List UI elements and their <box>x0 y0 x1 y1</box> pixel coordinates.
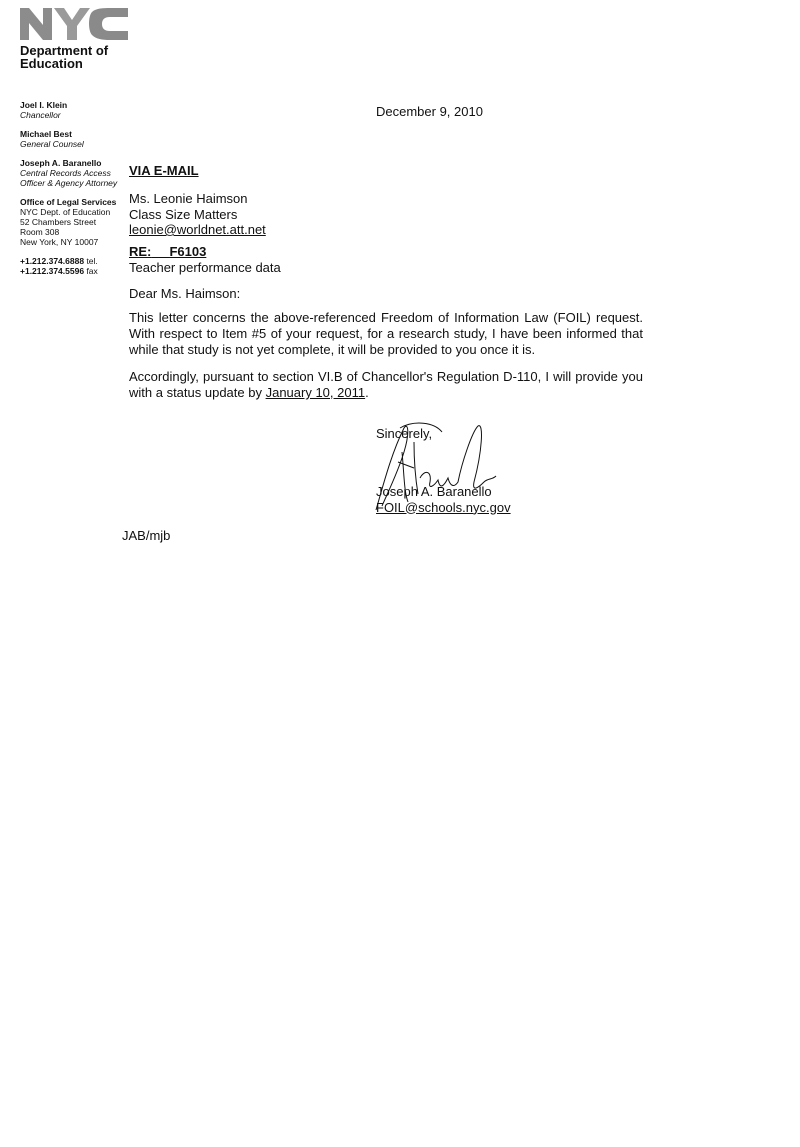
phone-label: tel. <box>86 256 98 266</box>
letter-date: December 9, 2010 <box>376 104 483 119</box>
office-line: Room 308 <box>20 227 60 237</box>
fax-number: +1.212.374.5596 <box>20 266 85 276</box>
re-block <box>129 244 281 275</box>
person-title: Officer & Agency Attorney <box>20 178 118 188</box>
recipient-block <box>129 191 266 238</box>
signer-email-link[interactable]: FOIL@schools.nyc.gov <box>376 499 511 515</box>
paragraph <box>129 369 643 401</box>
signer-name: Joseph A. Baranello <box>376 484 492 499</box>
fax-label: fax <box>86 266 98 276</box>
paragraph-text: Accordingly, pursuant to section VI.B of Chancellor's Regulation D-110, I will provide you with a status update by <box>129 369 643 400</box>
office-line: NYC Dept. of Education <box>20 207 111 217</box>
department-line: Education <box>20 56 83 71</box>
sidebar-person <box>20 158 117 188</box>
person-title: Central Records Access <box>20 168 111 178</box>
salutation: Dear Ms. Haimson: <box>129 286 241 301</box>
re-label: RE: <box>129 244 152 259</box>
person-name: Joseph A. Baranello <box>20 158 102 168</box>
signer-block <box>376 484 511 515</box>
re-subject: Teacher performance data <box>129 259 281 275</box>
phone-number: +1.212.374.6888 <box>20 256 85 266</box>
nyc-logo <box>20 8 128 40</box>
person-name: Joel I. Klein <box>20 100 68 110</box>
sidebar-office <box>20 197 116 247</box>
person-title: Chancellor <box>20 110 61 120</box>
status-update-date: January 10, 2011 <box>265 385 366 400</box>
sidebar-person <box>20 129 84 149</box>
recipient-name: Ms. Leonie Haimson <box>129 191 248 206</box>
re-number: F6103 <box>169 244 207 259</box>
department-line: Department of <box>20 43 109 58</box>
re-line <box>129 244 281 260</box>
office-name: Office of Legal Services <box>20 197 117 207</box>
department-name <box>20 44 108 70</box>
office-line: New York, NY 10007 <box>20 237 99 247</box>
recipient-email-link[interactable]: leonie@worldnet.att.net <box>129 222 266 237</box>
initials: JAB/mjb <box>122 528 171 543</box>
closing: Sincerely, <box>376 426 433 441</box>
recipient-org: Class Size Matters <box>129 206 238 222</box>
sidebar-contact <box>20 256 98 276</box>
sidebar-person <box>20 100 67 120</box>
person-name: Michael Best <box>20 129 72 139</box>
paragraph-text: . <box>365 385 369 400</box>
office-line: 52 Chambers Street <box>20 217 97 227</box>
person-title: General Counsel <box>20 139 84 149</box>
delivery-method: VIA E-MAIL <box>129 163 199 178</box>
paragraph: This letter concerns the above-referenced Freedom of Information Law (FOIL) request. With respect to Item #5 of your request, for a research study, I have been informed that while that study is not yet complete, it will be provided to you once it is. <box>129 310 643 357</box>
